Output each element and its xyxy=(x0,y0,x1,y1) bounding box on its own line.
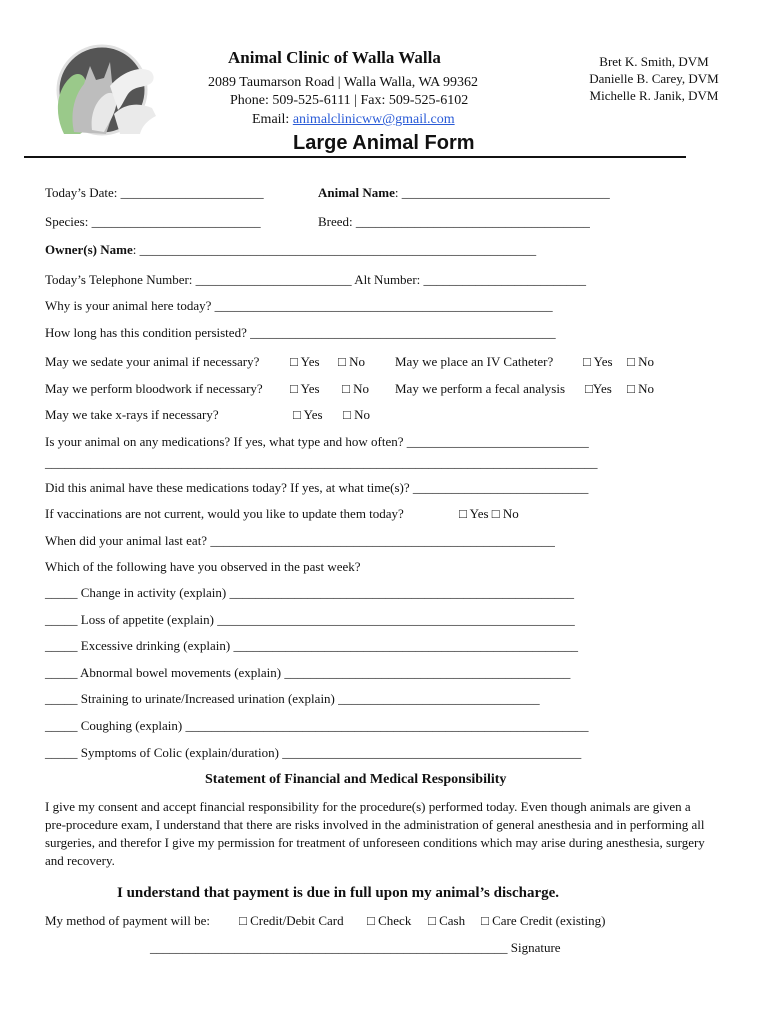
animal-name-line: : ________________________________ xyxy=(394,185,610,200)
how-long-field[interactable]: How long has this condition persisted? _______________________________________________ xyxy=(45,325,556,340)
payment-due-notice: I understand that payment is due in full upon my animal’s discharge. xyxy=(117,885,560,901)
fecal-no-checkbox[interactable]: □ No xyxy=(627,381,654,396)
vaccinations-question: If vaccinations are not current, would you like to update them today? xyxy=(45,506,404,521)
medications-field[interactable]: Is your animal on any medications? If yes, what type and how often? ____________________________ xyxy=(45,434,589,449)
owner-name-label: Owner(s) Name xyxy=(45,242,133,257)
doctor-3: Michelle R. Janik, DVM xyxy=(589,88,719,103)
symptom-abnormal-bowel[interactable]: _____ Abnormal bowel movements (explain) ____________________________________________ xyxy=(45,665,571,680)
xrays-question: May we take x-rays if necessary? xyxy=(45,407,219,422)
payment-care-credit-checkbox[interactable]: □ Care Credit (existing) xyxy=(481,913,606,928)
signature-field[interactable]: _______________________________________________________ Signature xyxy=(150,940,561,955)
meds-today-field[interactable]: Did this animal have these medications today? If yes, at what time(s)? ___________________________ xyxy=(45,480,589,495)
vaccinations-checkboxes[interactable]: □ Yes □ No xyxy=(459,506,519,521)
observed-question: Which of the following have you observed in the past week? xyxy=(45,559,361,574)
symptom-change-activity[interactable]: _____ Change in activity (explain) _____________________________________________________ xyxy=(45,585,574,600)
bloodwork-question: May we perform bloodwork if necessary? xyxy=(45,381,263,396)
symptom-straining-urinate[interactable]: _____ Straining to urinate/Increased urination (explain) _______________________________ xyxy=(45,691,540,706)
payment-method-label: My method of payment will be: xyxy=(45,913,211,928)
last-eat-field[interactable]: When did your animal last eat? _____________________________________________________ xyxy=(45,533,555,548)
header-rule xyxy=(24,156,686,158)
payment-credit-debit-checkbox[interactable]: □ Credit/Debit Card xyxy=(239,913,344,928)
xrays-yes-checkbox[interactable]: □ Yes xyxy=(293,407,323,422)
doctor-list xyxy=(582,53,726,104)
bloodwork-yes-checkbox[interactable]: □ Yes xyxy=(290,381,320,396)
doctor-1: Bret K. Smith, DVM xyxy=(599,54,709,69)
breed-field[interactable]: Breed: ____________________________________ xyxy=(318,214,590,229)
clinic-name: Animal Clinic of Walla Walla xyxy=(228,48,441,67)
symptom-loss-appetite[interactable]: _____ Loss of appetite (explain) _______________________________________________________ xyxy=(45,612,575,627)
owner-name-field[interactable] xyxy=(45,242,536,258)
animal-silhouettes-logo-icon xyxy=(44,44,159,136)
symptom-colic[interactable]: _____ Symptoms of Colic (explain/duration) ______________________________________________ xyxy=(45,745,582,760)
statement-title: Statement of Financial and Medical Responsibility xyxy=(205,772,507,787)
sedate-yes-checkbox[interactable]: □ Yes xyxy=(290,354,320,369)
email-label: Email: xyxy=(252,112,293,127)
doctor-2: Danielle B. Carey, DVM xyxy=(589,71,719,86)
todays-date-field[interactable]: Today’s Date: ______________________ xyxy=(45,185,264,200)
statement-body: I give my consent and accept financial responsibility for the procedure(s) performed today. Even though animals are given a pre-procedure exam, I understand that there are risks involved in the administration of general anesthesia and in performing all surgeries, and therefor I give my permission for treatment of unforeseen conditions which may arise during anesthesia, surgery and recovery. xyxy=(45,799,705,868)
sedate-no-checkbox[interactable]: □ No xyxy=(338,354,365,369)
animal-name-label: Animal Name xyxy=(318,185,395,200)
xrays-no-checkbox[interactable]: □ No xyxy=(343,407,370,422)
fecal-yes-checkbox[interactable]: □Yes xyxy=(585,381,612,396)
telephone-field[interactable]: Today’s Telephone Number: ________________________ Alt Number: _________________________ xyxy=(45,272,587,287)
owner-name-line: : _____________________________________________________________ xyxy=(132,242,537,257)
clinic-address: 2089 Taumarson Road | Walla Walla, WA 99362 xyxy=(208,75,478,90)
clinic-email-row xyxy=(252,112,455,128)
fecal-question: May we perform a fecal analysis xyxy=(395,381,566,396)
form-title: Large Animal Form xyxy=(293,132,475,154)
symptom-coughing[interactable]: _____ Coughing (explain) ______________________________________________________________ xyxy=(45,718,589,733)
bloodwork-no-checkbox[interactable]: □ No xyxy=(342,381,369,396)
payment-check-checkbox[interactable]: □ Check xyxy=(367,913,412,928)
clinic-logo xyxy=(44,44,159,136)
iv-question: May we place an IV Catheter? xyxy=(395,354,554,369)
symptom-excessive-drinking[interactable]: _____ Excessive drinking (explain) _____________________________________________________ xyxy=(45,638,578,653)
why-here-field[interactable]: Why is your animal here today? ____________________________________________________ xyxy=(45,298,553,313)
payment-cash-checkbox[interactable]: □ Cash xyxy=(428,913,466,928)
species-field[interactable]: Species: __________________________ xyxy=(45,214,261,229)
sedate-question: May we sedate your animal if necessary? xyxy=(45,354,260,369)
clinic-phone-fax: Phone: 509-525-6111 | Fax: 509-525-6102 xyxy=(230,93,469,108)
iv-no-checkbox[interactable]: □ No xyxy=(627,354,654,369)
email-link[interactable]: animalclinicww@gmail.com xyxy=(292,112,455,127)
iv-yes-checkbox[interactable]: □ Yes xyxy=(583,354,613,369)
medications-continuation-line[interactable]: _____________________________________________________________________________________ xyxy=(45,455,598,470)
animal-name-field[interactable] xyxy=(318,185,610,201)
